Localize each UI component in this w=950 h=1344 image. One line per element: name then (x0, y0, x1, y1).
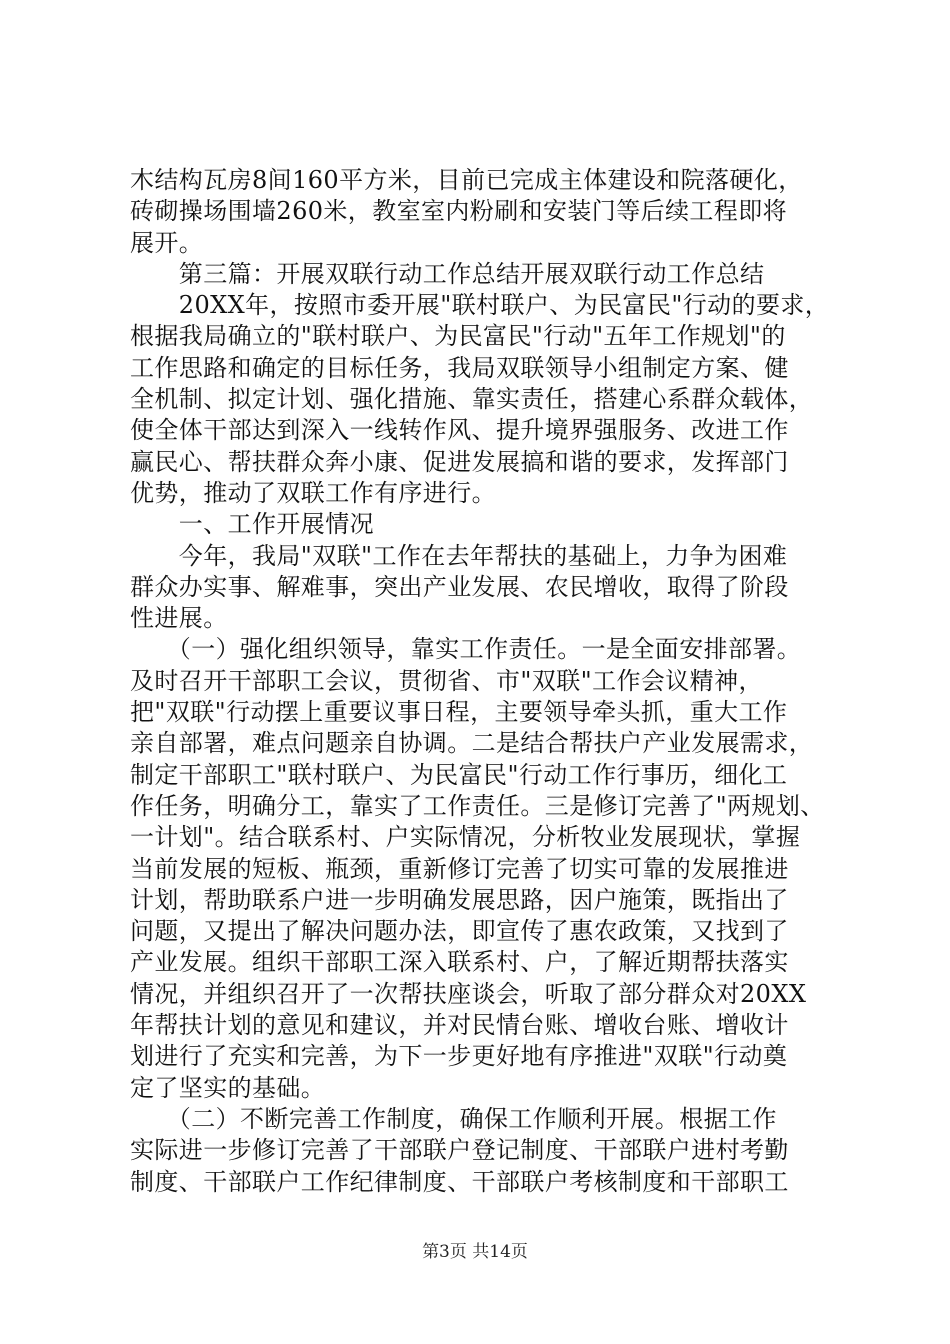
text-line: 定了坚实的基础。 (130, 1073, 326, 1102)
text-line: 及时召开干部职工会议，贯彻省、市"双联"工作会议精神， (130, 666, 763, 695)
subsection-heading: 一、工作开展情况 (130, 510, 374, 539)
text-line: 作任务，明确分工，靠实了工作责任。三是修订完善了"两规划、 (130, 791, 825, 820)
text-line: 年帮扶计划的意见和建议，并对民情台账、增收台账、增收计 (130, 1011, 789, 1040)
text-line: 全机制、拟定计划、强化措施、靠实责任，搭建心系群众载体， (130, 385, 814, 414)
text-line: 20XX年，按照市委开展"联村联户、为民富民"行动的要求， (130, 291, 830, 320)
text-line: （一）强化组织领导，靠实工作责任。一是全面安排部署。 (130, 635, 802, 664)
text-line: 情况，并组织召开了一次帮扶座谈会，听取了部分群众对20XX (130, 979, 807, 1008)
text-line: 展开。 (130, 228, 204, 257)
text-line: 制定干部职工"联村联户、为民富民"行动工作行事历，细化工 (130, 760, 788, 789)
text-line: 赢民心、帮扶群众奔小康、促进发展搞和谐的要求，发挥部门 (130, 447, 789, 476)
text-line: 划进行了充实和完善，为下一步更好地有序推进"双联"行动奠 (130, 1042, 788, 1071)
text-line: 优势，推动了双联工作有序进行。 (130, 478, 496, 507)
text-line: 砖砌操场围墙260米，教室室内粉刷和安装门等后续工程即将 (130, 197, 788, 226)
text-line: 根据我局确立的"联村联户、为民富民"行动"五年工作规划"的 (130, 322, 786, 351)
text-line: 制度、干部联户工作纪律制度、干部联户考核制度和干部职工 (130, 1167, 789, 1196)
text-line: 使全体干部达到深入一线转作风、提升境界强服务、改进工作 (130, 416, 789, 445)
document-body (130, 165, 840, 1198)
text-line: 性进展。 (130, 604, 228, 633)
page-number-footer: 第3页 共14页 (422, 1242, 528, 1262)
text-line: 木结构瓦房8间160平方米，目前已完成主体建设和院落硬化， (130, 166, 803, 194)
text-line: 计划，帮助联系户进一步明确发展思路，因户施策，既指出了 (130, 885, 789, 914)
text-line: 当前发展的短板、瓶颈，重新修订完善了切实可靠的发展推进 (130, 854, 789, 883)
text-line: 工作思路和确定的目标任务，我局双联领导小组制定方案、健 (130, 353, 789, 382)
text-line: 产业发展。组织干部职工深入联系村、户，了解近期帮扶落实 (130, 948, 789, 977)
text-line: 群众办实事、解难事，突出产业发展、农民增收，取得了阶段 (130, 572, 789, 601)
text-line: 一计划"。结合联系村、户实际情况，分析牧业发展现状，掌握 (130, 823, 801, 852)
text-line: 今年，我局"双联"工作在去年帮扶的基础上，力争为困难 (130, 541, 788, 570)
text-line: （二）不断完善工作制度，确保工作顺利开展。根据工作 (130, 1104, 777, 1133)
text-line: 问题，又提出了解决问题办法，即宣传了惠农政策，又找到了 (130, 917, 789, 946)
text-line: 实际进一步修订完善了干部联户登记制度、干部联户进村考勤 (130, 1136, 789, 1165)
text-line: 亲自部署，难点问题亲自协调。二是结合帮扶户产业发展需求， (130, 729, 814, 758)
text-line: 把"双联"行动摆上重要议事日程，主要领导牵头抓，重大工作 (130, 698, 788, 727)
section-heading: 第三篇：开展双联行动工作总结开展双联行动工作总结 (130, 259, 765, 288)
